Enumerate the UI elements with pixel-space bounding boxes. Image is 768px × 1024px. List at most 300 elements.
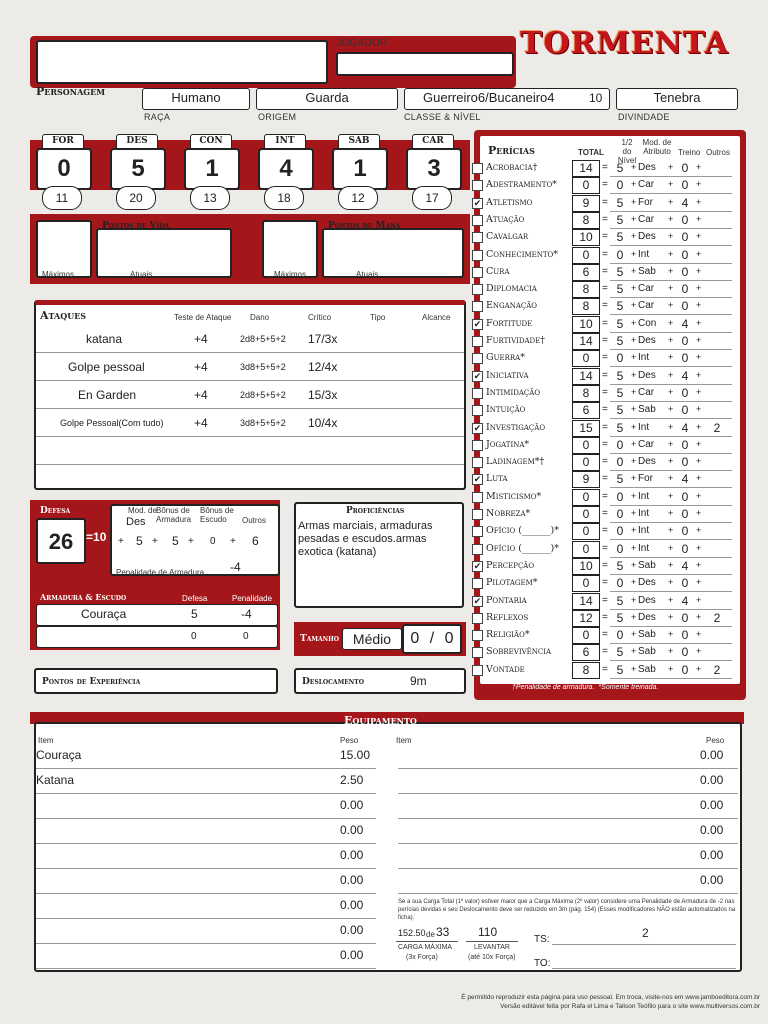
skill-total[interactable]: 8	[572, 662, 600, 679]
skill-total[interactable]: 8	[572, 385, 600, 402]
skill-row[interactable]	[472, 454, 742, 471]
skill-plus: +	[696, 369, 702, 380]
skill-row[interactable]	[472, 437, 742, 454]
attr-int-mod[interactable]: 4	[258, 148, 314, 190]
attack-row[interactable]	[36, 410, 464, 437]
skill-name: Percepção	[486, 559, 535, 571]
defense-value[interactable]: 26	[36, 518, 86, 564]
skills-total-label: TOTAL	[578, 148, 604, 157]
size-mods[interactable]	[402, 624, 462, 654]
skill-total[interactable]: 0	[572, 627, 600, 644]
skill-train: 4	[681, 195, 689, 210]
size-mod-a: 0	[410, 630, 420, 647]
skill-half: 5	[616, 610, 624, 625]
attr-des-score[interactable]: 20	[116, 186, 156, 210]
equip-row[interactable]	[36, 919, 376, 944]
skill-plus: +	[668, 386, 674, 397]
skill-plus: +	[631, 283, 637, 294]
skill-name: Guerra*	[486, 352, 525, 364]
defense-mod-attr[interactable]: Des	[126, 516, 146, 528]
skill-half: 0	[616, 437, 624, 452]
skill-row[interactable]	[472, 593, 742, 610]
skill-trained-checkbox[interactable]	[472, 353, 483, 364]
attr-car-mod[interactable]: 3	[406, 148, 462, 190]
skill-name: Pilotagem*	[486, 577, 538, 589]
skill-trained-checkbox[interactable]: ✔	[473, 318, 482, 329]
hp-current-field[interactable]	[96, 228, 232, 278]
skill-trained-checkbox[interactable]	[472, 215, 483, 226]
skill-trained-checkbox[interactable]: ✔	[473, 560, 482, 571]
skill-train: 0	[681, 455, 689, 470]
size-mod-b: 0	[444, 630, 454, 647]
skill-total[interactable]: 9	[572, 195, 600, 212]
skill-total[interactable]: 14	[572, 368, 600, 385]
skill-attr: Des	[638, 369, 656, 381]
defense-shield-value[interactable]: 0	[210, 536, 216, 547]
skill-plus: +	[668, 196, 674, 207]
equip-left-weight-label: Peso	[340, 736, 359, 745]
skill-half: 5	[616, 472, 624, 487]
skill-train: 0	[681, 437, 689, 452]
defense-armor-value[interactable]: 5	[172, 534, 179, 548]
skill-trained-checkbox[interactable]: ✔	[473, 595, 482, 606]
skill-eq: =	[602, 231, 608, 243]
hp-label: Pontos de Vida	[102, 221, 170, 231]
attr-con-score[interactable]: 13	[190, 186, 230, 210]
mp-current-field[interactable]	[322, 228, 464, 278]
skill-row[interactable]	[472, 541, 742, 558]
skill-plus: +	[668, 231, 674, 242]
skills-mod-label: Mod. de Atributo	[642, 138, 672, 156]
skill-plus: +	[631, 265, 637, 276]
skill-plus: +	[668, 577, 674, 588]
attr-for-label: FOR	[42, 134, 84, 150]
skill-row[interactable]	[472, 644, 742, 661]
skill-trained-checkbox[interactable]	[472, 613, 483, 624]
character-name-field[interactable]	[36, 40, 328, 84]
attr-int-score[interactable]: 18	[264, 186, 304, 210]
skill-plus: +	[631, 438, 637, 449]
skill-total[interactable]: 10	[572, 316, 600, 333]
movement-label: Deslocamento	[302, 677, 364, 687]
attr-for-score[interactable]: 11	[42, 186, 82, 210]
skill-trained-checkbox[interactable]: ✔	[473, 422, 482, 433]
defense-mod-value[interactable]: 5	[136, 534, 143, 548]
class-field[interactable]	[404, 88, 610, 110]
skill-half: 0	[616, 507, 624, 521]
skill-trained-checkbox[interactable]	[472, 388, 483, 399]
equip-item: Katana	[36, 773, 75, 787]
skill-half: 0	[616, 351, 624, 366]
skill-total[interactable]: 0	[572, 247, 600, 264]
skill-trained-checkbox[interactable]	[472, 509, 483, 520]
skill-total[interactable]: 0	[572, 489, 600, 506]
skill-attr: Des	[638, 231, 656, 243]
skill-half: 0	[616, 489, 624, 504]
skill-trained-checkbox[interactable]	[472, 163, 483, 174]
skill-row[interactable]	[472, 368, 742, 385]
skill-plus: +	[631, 577, 637, 588]
armor-title: Armadura & Escudo	[40, 592, 127, 602]
skill-plus: +	[631, 456, 637, 467]
skill-half: 5	[616, 230, 624, 245]
skill-trained-checkbox[interactable]	[472, 647, 483, 658]
skill-trained-checkbox[interactable]	[472, 440, 483, 451]
equip-left-item-label: Item	[38, 736, 54, 745]
skill-plus: +	[631, 162, 637, 172]
skill-trained-checkbox[interactable]	[472, 526, 483, 537]
equip-max-load: 33	[436, 925, 450, 939]
equip-weight: 0.00	[700, 798, 724, 812]
race-field[interactable]: Humano	[142, 88, 250, 110]
defense-mod-attr-label: Mod. de	[128, 506, 157, 515]
skill-attr: Int	[638, 421, 650, 433]
armor-def: 5	[191, 607, 198, 621]
skill-row[interactable]	[472, 489, 742, 506]
skill-plus: +	[696, 213, 702, 224]
skill-plus: +	[631, 352, 637, 363]
skill-name: Adestramento*	[486, 179, 557, 191]
skill-trained-checkbox[interactable]	[472, 630, 483, 641]
equip-row[interactable]	[398, 844, 738, 869]
skill-half: 0	[616, 524, 624, 539]
skill-plus: +	[696, 196, 702, 207]
attack-row[interactable]	[36, 326, 464, 353]
skill-row[interactable]	[472, 506, 742, 523]
skill-total[interactable]: 14	[572, 160, 600, 177]
skill-name: Acrobacia†	[486, 162, 538, 173]
skill-eq: =	[602, 196, 608, 208]
skill-train: 0	[681, 628, 689, 643]
skill-total[interactable]: 0	[572, 437, 600, 454]
skill-eq: =	[602, 300, 608, 312]
skill-plus: +	[668, 525, 674, 536]
skill-row[interactable]	[472, 523, 742, 540]
skill-attr: Con	[638, 317, 657, 329]
skill-train: 0	[681, 161, 689, 175]
attr-for-mod[interactable]: 0	[36, 148, 92, 190]
skill-total[interactable]: 9	[572, 471, 600, 488]
skill-row[interactable]	[472, 177, 742, 194]
skill-trained-checkbox[interactable]	[472, 267, 483, 278]
skill-train: 4	[681, 472, 689, 487]
skill-total[interactable]: 8	[572, 298, 600, 315]
skill-attr: Sab	[638, 559, 656, 571]
skill-plus: +	[696, 300, 702, 311]
skill-row[interactable]	[472, 298, 742, 315]
skill-eq: =	[602, 421, 608, 433]
hp-current-label: Atuais	[130, 270, 153, 279]
skill-trained-checkbox[interactable]: ✔	[473, 370, 482, 381]
equip-row[interactable]	[36, 894, 376, 919]
hp-max-label: Máximos	[42, 270, 75, 279]
attr-sab-score[interactable]: 12	[338, 186, 378, 210]
skill-trained-checkbox[interactable]	[472, 180, 483, 191]
skills-footer: †Penalidade de armadura. *Somente treinada.	[512, 684, 659, 691]
skills-title: Perícias	[488, 144, 535, 157]
player-field[interactable]	[336, 52, 514, 76]
skill-plus: +	[631, 317, 637, 328]
skill-total[interactable]: 10	[572, 229, 600, 246]
attack-row[interactable]	[36, 354, 464, 381]
equip-row[interactable]	[36, 869, 376, 894]
skill-attr: Des	[638, 611, 656, 623]
skill-trained-checkbox[interactable]	[472, 665, 483, 676]
equip-to-line	[552, 968, 736, 969]
skill-trained-checkbox[interactable]	[472, 405, 483, 416]
equip-to-label: TO:	[534, 958, 551, 969]
origin-field[interactable]: Guarda	[256, 88, 398, 110]
skill-attr: Int	[638, 508, 650, 519]
equip-weight: 0.00	[700, 873, 724, 887]
skill-row[interactable]	[472, 195, 742, 212]
skill-row[interactable]	[472, 420, 742, 437]
attr-red-band	[30, 140, 470, 190]
movement-field[interactable]	[294, 668, 466, 694]
skill-row[interactable]	[472, 316, 742, 333]
defense-base-value: 10	[93, 530, 107, 544]
defense-others-value[interactable]: 6	[252, 534, 259, 548]
skills-footer-trained: Somente treinada.	[601, 684, 659, 691]
equip-row[interactable]	[398, 869, 738, 894]
skill-total[interactable]: 8	[572, 281, 600, 298]
skill-plus: +	[668, 421, 674, 432]
skill-trained-checkbox[interactable]	[472, 336, 483, 347]
skill-trained-checkbox[interactable]	[472, 232, 483, 243]
skill-trained-checkbox[interactable]	[472, 492, 483, 503]
skill-plus: +	[696, 421, 702, 432]
xp-field[interactable]	[34, 668, 278, 694]
skill-total[interactable]: 14	[572, 593, 600, 610]
skill-row[interactable]	[472, 402, 742, 419]
skill-eq: =	[602, 611, 608, 623]
skill-train: 0	[681, 334, 689, 348]
mp-current-label: Atuais	[356, 270, 379, 279]
attr-des-label: DES	[116, 134, 158, 150]
skill-total[interactable]: 15	[572, 420, 600, 437]
skill-trained-checkbox[interactable]: ✔	[473, 197, 482, 208]
skill-total[interactable]: 10	[572, 558, 600, 575]
skill-total[interactable]: 8	[572, 212, 600, 229]
skill-train: 0	[681, 507, 689, 521]
equip-weight: 0.00	[340, 948, 364, 962]
skill-attr: Int	[638, 525, 650, 537]
skill-row[interactable]	[472, 212, 742, 229]
skill-half: 5	[616, 385, 624, 400]
skill-eq: =	[602, 490, 608, 502]
equip-row[interactable]	[36, 744, 376, 769]
defense-plus: +	[230, 536, 236, 547]
skill-total[interactable]: 6	[572, 264, 600, 281]
skill-train: 0	[681, 662, 689, 677]
skill-eq: =	[602, 369, 608, 381]
attr-car-score[interactable]: 17	[412, 186, 452, 210]
skill-train: 0	[681, 264, 689, 279]
skill-trained-checkbox[interactable]: ✔	[473, 474, 482, 485]
skill-half: 0	[616, 455, 624, 470]
equip-ts-label: TS:	[534, 934, 550, 945]
tormenta-logo: TORMENTA	[520, 26, 729, 61]
defense-penalty-value[interactable]: -4	[230, 560, 241, 574]
skill-train: 0	[681, 645, 689, 660]
skill-row[interactable]	[472, 264, 742, 281]
skill-plus: +	[631, 629, 637, 640]
attack-row[interactable]	[36, 382, 464, 409]
skills-train-label: Treino	[678, 148, 701, 157]
skill-row[interactable]	[472, 333, 742, 350]
skill-name: Vontade	[486, 663, 525, 675]
equipment-title: Equipamento	[344, 714, 417, 727]
skill-plus: +	[696, 386, 702, 397]
skill-train: 0	[681, 212, 689, 227]
equip-ts-value[interactable]: 2	[642, 926, 649, 940]
skill-trained-checkbox[interactable]	[472, 301, 483, 312]
skill-plus: +	[631, 663, 637, 674]
skill-plus: +	[631, 231, 637, 242]
skill-attr: Car	[638, 213, 655, 225]
equip-weight: 0.00	[340, 848, 364, 862]
attr-con-mod[interactable]: 1	[184, 148, 240, 190]
defense-armor-bonus-label: Bônus de Armadura	[156, 506, 192, 524]
equip-row[interactable]	[36, 794, 376, 819]
skill-name: Jogatina*	[486, 438, 530, 450]
skill-row[interactable]	[472, 610, 742, 627]
skill-plus: +	[696, 490, 702, 501]
skill-trained-checkbox[interactable]	[472, 284, 483, 295]
equip-row[interactable]	[398, 794, 738, 819]
skill-row[interactable]	[472, 229, 742, 246]
attack-test: +4	[194, 332, 208, 346]
skill-total[interactable]: 14	[572, 333, 600, 350]
equip-max-load-sub: (3x Força)	[406, 954, 438, 961]
skill-plus: +	[696, 525, 702, 536]
skill-plus: +	[631, 369, 637, 380]
skill-name: Nobreza*	[486, 508, 531, 519]
skill-total[interactable]: 6	[572, 402, 600, 419]
skill-plus: +	[631, 335, 637, 345]
skill-total[interactable]: 0	[572, 575, 600, 592]
equip-weight: 0.00	[700, 773, 724, 787]
skill-total[interactable]: 6	[572, 644, 600, 661]
skill-trained-checkbox[interactable]	[472, 578, 483, 589]
skill-total[interactable]: 0	[572, 506, 600, 523]
attr-sab-mod[interactable]: 1	[332, 148, 388, 190]
skill-row[interactable]	[472, 575, 742, 592]
equip-row[interactable]	[36, 769, 376, 794]
skill-row[interactable]	[472, 471, 742, 488]
skill-trained-checkbox[interactable]	[472, 250, 483, 261]
skill-plus: +	[668, 629, 674, 640]
equip-row[interactable]	[36, 844, 376, 869]
skill-row[interactable]	[472, 627, 742, 644]
skill-half: 5	[616, 264, 624, 279]
skill-other: 2	[713, 662, 721, 677]
skill-trained-checkbox[interactable]	[472, 457, 483, 468]
armor-row[interactable]	[36, 626, 278, 648]
deity-field[interactable]: Tenebra	[616, 88, 738, 110]
skill-plus: +	[668, 456, 674, 467]
skill-train: 0	[681, 230, 689, 245]
attack-row[interactable]	[36, 438, 464, 465]
skill-eq: =	[602, 248, 608, 260]
attack-test: +4	[194, 388, 208, 402]
skill-total[interactable]: 0	[572, 350, 600, 367]
skill-row[interactable]	[472, 662, 742, 679]
equip-row[interactable]	[398, 744, 738, 769]
skill-plus: +	[668, 248, 674, 259]
defense-base: =10	[86, 530, 107, 544]
skill-total[interactable]: 0	[572, 541, 600, 558]
size-label: Tamanho	[300, 634, 340, 644]
skill-half: 5	[616, 195, 624, 210]
skill-train: 4	[681, 558, 689, 573]
movement-value: 9m	[410, 674, 427, 688]
mp-label: Pontos de Mana	[328, 221, 401, 231]
skill-row[interactable]	[472, 350, 742, 367]
skill-eq: =	[602, 577, 608, 589]
equip-item: Couraça	[36, 748, 82, 762]
skill-trained-checkbox[interactable]	[472, 544, 483, 555]
equip-row[interactable]	[36, 819, 376, 844]
skill-name: Diplomacia	[486, 283, 537, 295]
skill-plus: +	[631, 646, 637, 657]
equip-row[interactable]	[36, 944, 376, 969]
skill-plus: +	[696, 283, 702, 294]
skill-row[interactable]	[472, 385, 742, 402]
attr-car-label: CAR	[412, 134, 454, 150]
skill-total[interactable]: 0	[572, 177, 600, 194]
skill-total[interactable]: 0	[572, 454, 600, 471]
skill-plus: +	[668, 335, 674, 345]
skill-total[interactable]: 12	[572, 610, 600, 627]
armor-row[interactable]	[36, 604, 278, 626]
equip-row[interactable]	[398, 819, 738, 844]
skill-name: Cura	[486, 265, 510, 277]
attr-int-label: INT	[264, 134, 306, 150]
defense-others-label: Outros	[242, 516, 267, 525]
skill-plus: +	[668, 663, 674, 674]
skill-name: Furtividade†	[486, 335, 546, 346]
skills-list	[472, 160, 742, 680]
defense-penalty-label: Penalidade de Armadura	[116, 568, 205, 577]
skill-eq: =	[602, 629, 608, 641]
skill-attr: Des	[638, 594, 656, 606]
skill-plus: +	[668, 646, 674, 657]
size-value[interactable]: Médio	[342, 628, 402, 650]
skill-row[interactable]	[472, 160, 742, 177]
skill-plus: +	[631, 248, 637, 259]
skill-row[interactable]	[472, 558, 742, 575]
skill-plus: +	[668, 594, 674, 605]
skill-eq: =	[602, 663, 608, 675]
skill-plus: +	[631, 421, 637, 432]
armor-pen: 0	[243, 631, 249, 642]
attr-des-mod[interactable]: 5	[110, 148, 166, 190]
equip-weight: 0.00	[340, 898, 364, 912]
skill-plus: +	[631, 594, 637, 605]
skill-name: Ofício (______)*	[486, 542, 559, 554]
skill-total[interactable]: 0	[572, 523, 600, 540]
skill-name: Iniciativa	[486, 369, 529, 381]
skill-row[interactable]	[472, 247, 742, 264]
skill-train: 0	[681, 524, 689, 539]
skill-attr: Int	[638, 490, 650, 502]
equip-row[interactable]	[398, 769, 738, 794]
attack-header-range: Alcance	[422, 313, 451, 322]
attack-test: +4	[194, 360, 208, 374]
skill-row[interactable]	[472, 281, 742, 298]
skill-name: Enganação	[486, 300, 538, 312]
